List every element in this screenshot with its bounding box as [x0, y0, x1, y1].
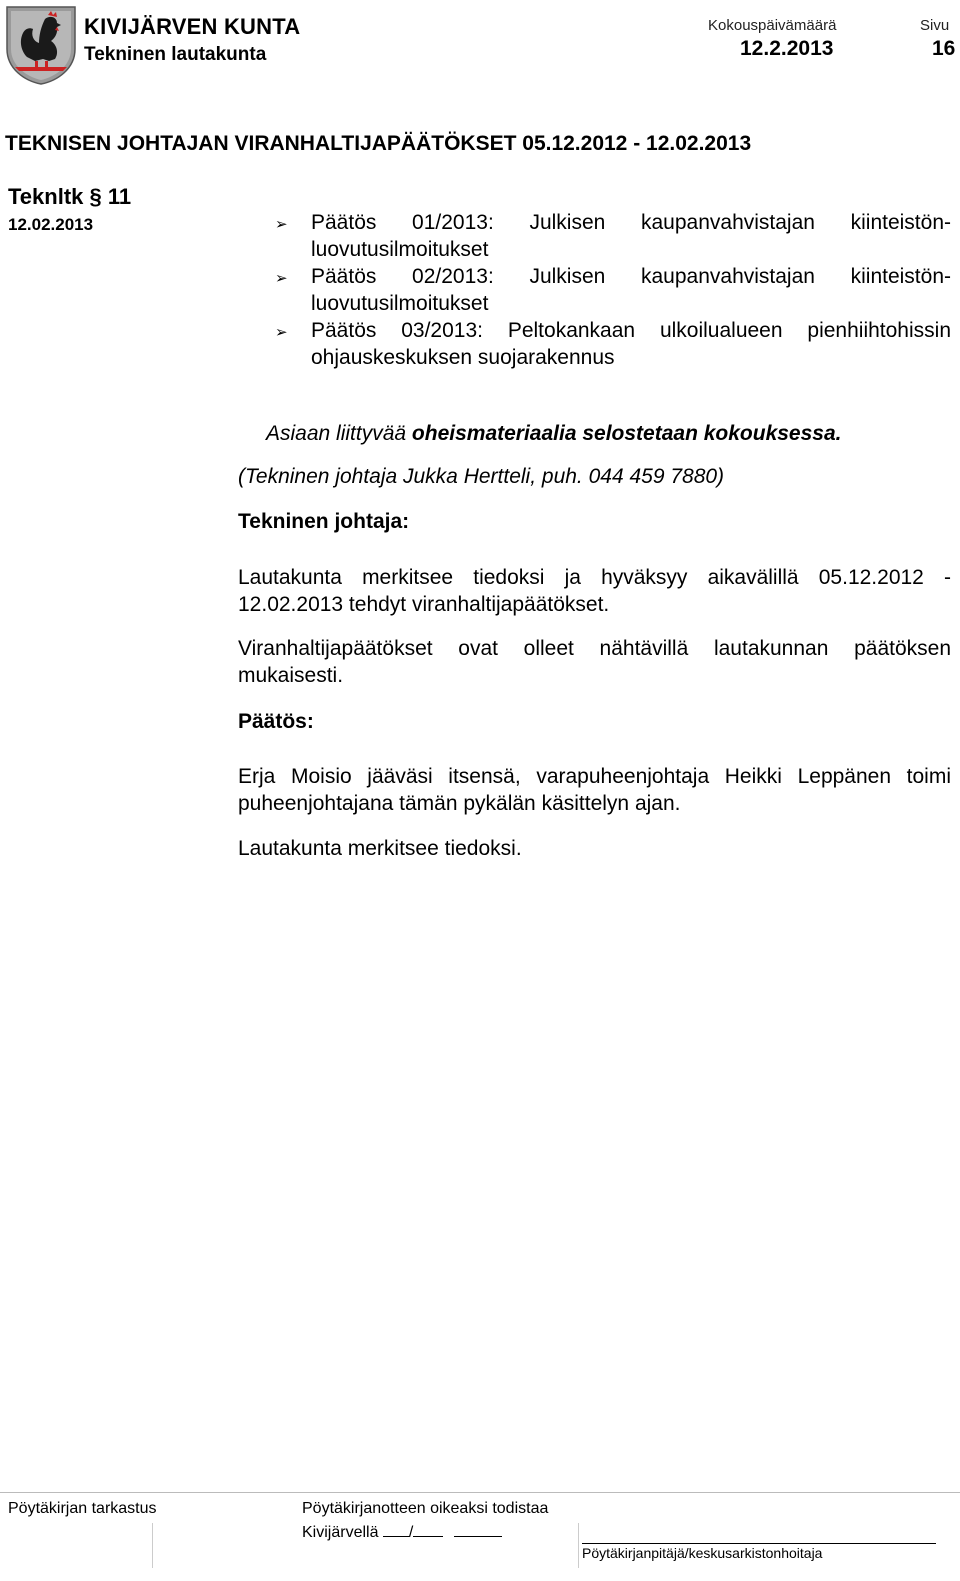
list-item	[275, 263, 951, 317]
coat-of-arms-rooster-icon	[5, 5, 77, 85]
footer-review-label: Pöytäkirjan tarkastus	[8, 1500, 157, 1517]
decision-paragraph-2: Lautakunta merkitsee tiedoksi.	[238, 837, 522, 860]
section-number-value: 11	[107, 184, 132, 209]
meeting-date-value: 12.2.2013	[740, 37, 834, 60]
proposal-paragraph-2: Viranhaltijapäätökset ovat olleet nähtävillä lautakunnan päätöksen mukaisesti.	[238, 637, 951, 687]
list-item	[275, 317, 951, 371]
footer-column-divider	[578, 1523, 579, 1568]
decision-list	[275, 209, 951, 371]
decision-heading: Päätös:	[238, 710, 314, 733]
section-number	[8, 184, 131, 210]
proposal-heading: Tekninen johtaja:	[238, 510, 410, 533]
organization-unit: Tekninen lautakunta	[84, 44, 267, 65]
page-number: 16	[932, 37, 956, 60]
date-slash: /	[408, 1524, 414, 1541]
page-label: Sivu	[920, 17, 950, 34]
section-symbol: §	[89, 184, 102, 209]
footer-place-date	[302, 1522, 502, 1542]
footer-column-divider	[152, 1523, 153, 1568]
decision-text: Päätös 01/2013: Julkisen kaupanvahvistajan kiinteistön-luovutusilmoitukset	[311, 211, 951, 261]
material-note-plain: Asiaan liittyvää	[266, 422, 407, 445]
proposal-paragraph-1: Lautakunta merkitsee tiedoksi ja hyväksyy aikavälillä 05.12.2012 - 12.02.2013 tehdyt viranhaltijapäätökset.	[238, 566, 951, 616]
signature-line	[582, 1543, 936, 1544]
signer-title: Pöytäkirjanpitäjä/keskusarkistonhoitaja	[582, 1545, 823, 1561]
section-date: 12.02.2013	[8, 215, 94, 234]
day-blank	[383, 1522, 409, 1537]
coat-of-arms-logo	[5, 5, 77, 85]
material-note-bold: oheismateriaalia selostetaan kokouksessa.	[411, 422, 842, 445]
month-blank	[413, 1522, 443, 1537]
decision-paragraph-1: Erja Moisio jääväsi itsensä, varapuheenjohtaja Heikki Leppänen toimi puheenjohtajana tämän pykälän käsittelyn ajan.	[238, 765, 951, 815]
decision-text: Päätös 03/2013: Peltokankaan ulkoilualueen pienhiihtohissin ohjauskeskuksen suojarakennus	[311, 319, 951, 369]
footer-copy-label: Pöytäkirjanotteen oikeaksi todistaa	[302, 1500, 549, 1517]
organization-name: KIVIJÄRVEN KUNTA	[84, 14, 301, 39]
contact-info: (Tekninen johtaja Jukka Hertteli, puh. 044 459 7880)	[238, 465, 725, 488]
arrow-bullet-icon: ➢	[275, 270, 288, 287]
footer-place: Kivijärvellä	[302, 1524, 379, 1541]
meeting-date-label: Kokouspäivämäärä	[708, 17, 837, 34]
list-item	[275, 209, 951, 263]
year-blank	[454, 1522, 502, 1537]
arrow-bullet-icon: ➢	[275, 324, 288, 341]
decision-text: Päätös 02/2013: Julkisen kaupanvahvistajan kiinteistön-luovutusilmoitukset	[311, 265, 951, 315]
footer-divider	[0, 1492, 960, 1493]
material-note	[266, 420, 956, 447]
section-prefix: Teknltk	[8, 184, 84, 209]
arrow-bullet-icon: ➢	[275, 216, 288, 233]
document-title: TEKNISEN JOHTAJAN VIRANHALTIJAPÄÄTÖKSET 05.12.2012 - 12.02.2013	[5, 132, 752, 155]
